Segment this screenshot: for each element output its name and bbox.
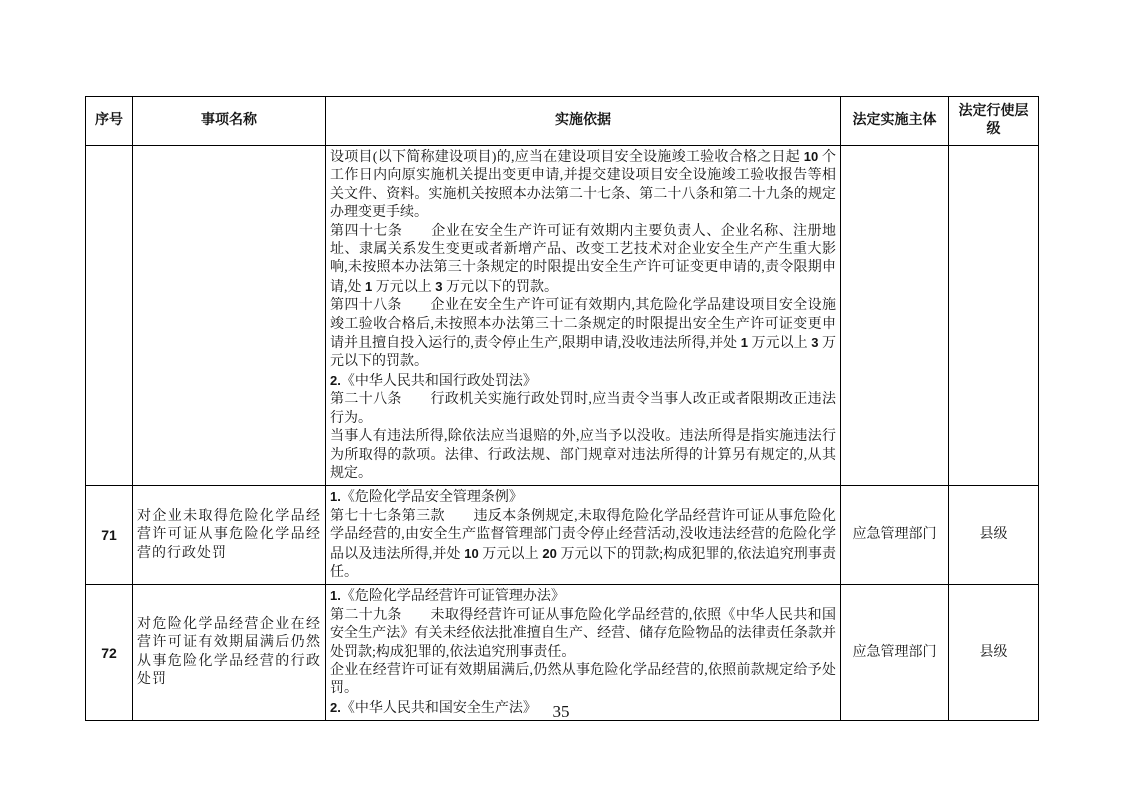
level-cell xyxy=(949,146,1039,486)
header-item-name: 事项名称 xyxy=(133,97,326,146)
header-level: 法定行使层级 xyxy=(949,97,1039,146)
table-row-71 xyxy=(86,486,1039,585)
item-name-cell: 对企业未取得危险化学品经营许可证从事危险化学品经营的行政处罚 xyxy=(133,486,326,585)
basis-cell: 1.《危险化学品经营许可证管理办法》 第二十九条 未取得经营许可证从事危险化学品经营的,依照《中华人民共和国安全生产法》有关未经依法批准擅自生产、经营、储存危险物品的法律责任条款并处罚款;构成犯罪的,依法追究刑事责任。 企业在经营许可证有效期届满后,仍然从事危险化学品经营的,依照前款规定给予处罚。 2.《中华人民共和国安全生产法》 xyxy=(326,585,841,721)
seq-cell: 72 xyxy=(86,585,133,721)
table-header-row xyxy=(86,97,1039,146)
seq-cell xyxy=(86,146,133,486)
header-basis: 实施依据 xyxy=(326,97,841,146)
item-name-cell xyxy=(133,146,326,486)
item-name-cell: 对危险化学品经营企业在经营许可证有效期届满后仍然从事危险化学品经营的行政处罚 xyxy=(133,585,326,721)
header-seq: 序号 xyxy=(86,97,133,146)
table-row-continuation xyxy=(86,146,1039,486)
table-row-72 xyxy=(86,585,1039,721)
authority-cell: 应急管理部门 xyxy=(841,585,949,721)
level-cell: 县级 xyxy=(949,585,1039,721)
administrative-penalty-table xyxy=(85,96,1039,721)
authority-cell xyxy=(841,146,949,486)
basis-cell: 设项目(以下简称建设项目)的,应当在建设项目安全设施竣工验收合格之日起 10 个工作日内向原实施机关提出变更申请,并提交建设项目安全设施竣工验收报告等相关文件、资料。实施机关按照本办法第二十七条、第二十八条和第二十九条的规定办理变更手续。 第四十七条 企业在安全生产许可证有效期内主要负责人、企业名称、注册地址、隶属关系发生变更或者新增产品、改变工艺技术对企业安全生产产生重大影响,未按照本办法第三十条规定的时限提出安全生产许可证变更申请的,责令限期申请,处 1 万元以上 3 万元以下的罚款。 第四十八条 企业在安全生产许可证有效期内,其危险化学品建设项目安全设施竣工验收合格后,未按照本办法第三十二条规定的时限提出安全生产许可证变更申请并且擅自投入运行的,责令停止生产,限期申请,没收违法所得,并处 1 万元以上 3 万元以下的罚款。 2.《中华人民共和国行政处罚法》 第二十八条 行政机关实施行政处罚时,应当责令当事人改正或者限期改正违法行为。 当事人有违法所得,除依法应当退赔的外,应当予以没收。违法所得是指实施违法行为所取得的款项。法律、行政法规、部门规章对违法所得的计算另有规定的,从其规定。 xyxy=(326,146,841,486)
basis-cell: 1.《危险化学品安全管理条例》 第七十七条第三款 违反本条例规定,未取得危险化学品经营许可证从事危险化学品经营的,由安全生产监督管理部门责令停止经营活动,没收违法经营的危险化学品以及违法所得,并处 10 万元以上 20 万元以下的罚款;构成犯罪的,依法追究刑事责任。 xyxy=(326,486,841,585)
seq-cell: 71 xyxy=(86,486,133,585)
page-number: 35 xyxy=(552,702,570,721)
level-cell: 县级 xyxy=(949,486,1039,585)
authority-cell: 应急管理部门 xyxy=(841,486,949,585)
header-authority: 法定实施主体 xyxy=(841,97,949,146)
